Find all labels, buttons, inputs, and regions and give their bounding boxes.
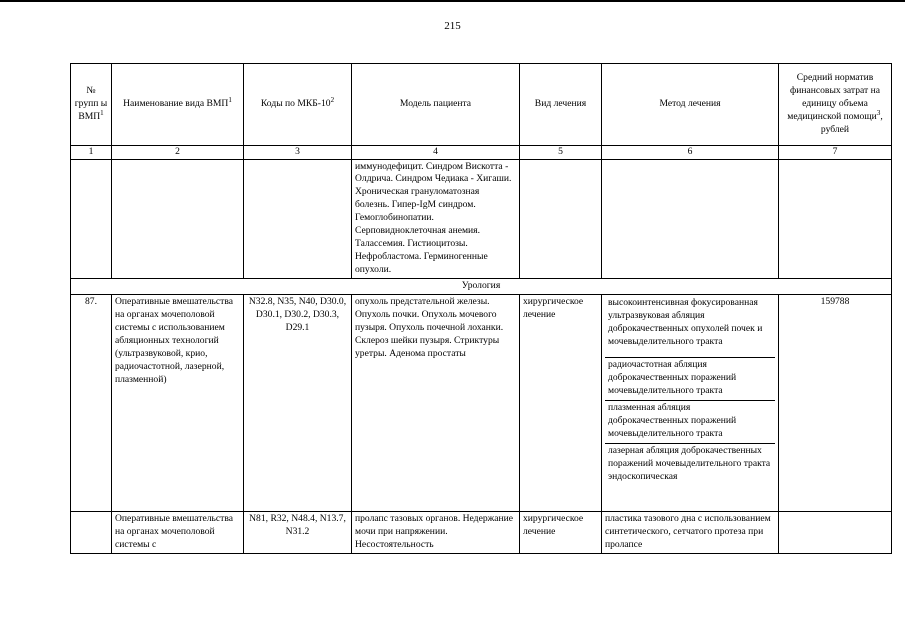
column-number-row	[71, 146, 892, 160]
cell-empty	[71, 511, 112, 553]
cell-empty	[779, 511, 892, 553]
cost-norm: 159788	[779, 294, 892, 511]
cell-empty	[602, 159, 779, 278]
treatment-type: хирургическое лечение	[520, 294, 602, 511]
cell-empty	[520, 159, 602, 278]
patient-model: пролапс тазовых органов. Недержание мочи при напряжении. Несостоятельность	[352, 511, 520, 553]
header-icd-codes: Коды по МКБ-$10^2$	[244, 64, 352, 146]
cell-empty	[779, 159, 892, 278]
treatment-type: хирургическое лечение	[520, 511, 602, 553]
vmp-name: Оперативные вмешательства на органах мочеполовой системы с	[112, 511, 244, 553]
table-row-87	[71, 294, 892, 511]
column-number: 6	[602, 146, 779, 160]
method-item: плазменная абляция доброкачественных поражений мочевыделительного тракта	[605, 401, 775, 444]
header-patient-model: Модель пациента	[352, 64, 520, 146]
cell-empty	[71, 159, 112, 278]
cell-empty	[112, 159, 244, 278]
column-number: 5	[520, 146, 602, 160]
column-number: 1	[71, 146, 112, 160]
page-number: 215	[444, 20, 461, 32]
icd-codes: N81, R32, N48.4, N13.7, N31.2	[244, 511, 352, 553]
icd-codes: N32.8, N35, N40, D30.0, D30.1, D30.2, D30.3, D29.1	[244, 294, 352, 511]
continuation-row	[71, 159, 892, 278]
vmp-table	[70, 63, 892, 554]
header-row	[71, 64, 892, 146]
column-number: 4	[352, 146, 520, 160]
patient-model: опухоль предстательной железы. Опухоль почки. Опухоль мочевого пузыря. Опухоль почечной лоханки. Склероз шейки пузыря. Стриктуры уретры. Аденома простаты	[352, 294, 520, 511]
vmp-name: Оперативные вмешательства на органах мочеполовой системы с использованием абляционных технологий (ультразвуковой, крио, радиочастотной, лазерной, плазменной)	[112, 294, 244, 511]
continuation-patient-model: иммунодефицит. Синдром Вискотта - Олдрича. Синдром Чедиака - Хигаши. Хроническая грануломатозная болезнь. Гипер-IgM синдром. Гемоглобинопатии. Серповидноклеточная анемия. Талассемия. Гистиоцитозы. Нефробластома. Герминогенные опухоли.	[352, 159, 520, 278]
column-number: 3	[244, 146, 352, 160]
page-top-border	[0, 0, 905, 2]
method-item: радиочастотная абляция доброкачественных поражений мочевыделительного тракта	[605, 358, 775, 401]
section-title-urology: Урология	[71, 278, 892, 294]
section-row	[71, 278, 892, 294]
header-cost-norm: Средний норматив финансовых затрат на единицу объема медицинской помощи$^3$, рублей	[779, 64, 892, 146]
table-row-next	[71, 511, 892, 553]
header-vmp-name: Наименование вида ВМП$^1$	[112, 64, 244, 146]
method-item: лазерная абляция доброкачественных поражений мочевыделительного тракта эндоскопическая	[608, 444, 771, 482]
column-number: 2	[112, 146, 244, 160]
method-item: высокоинтенсивная фокусированная ультразвуковая абляция доброкачественных опухолей почек и мочевыделительного тракта	[605, 296, 775, 358]
treatment-method: пластика тазового дна с использованием синтетического, сетчатого протеза при пролапсе	[602, 511, 779, 553]
treatment-methods	[602, 294, 779, 511]
cell-empty	[244, 159, 352, 278]
column-number: 7	[779, 146, 892, 160]
header-treatment-method: Метод лечения	[602, 64, 779, 146]
header-group-number: № групп ы ВМП$^1$	[71, 64, 112, 146]
group-number: 87.	[71, 294, 112, 511]
header-treatment-type: Вид лечения	[520, 64, 602, 146]
